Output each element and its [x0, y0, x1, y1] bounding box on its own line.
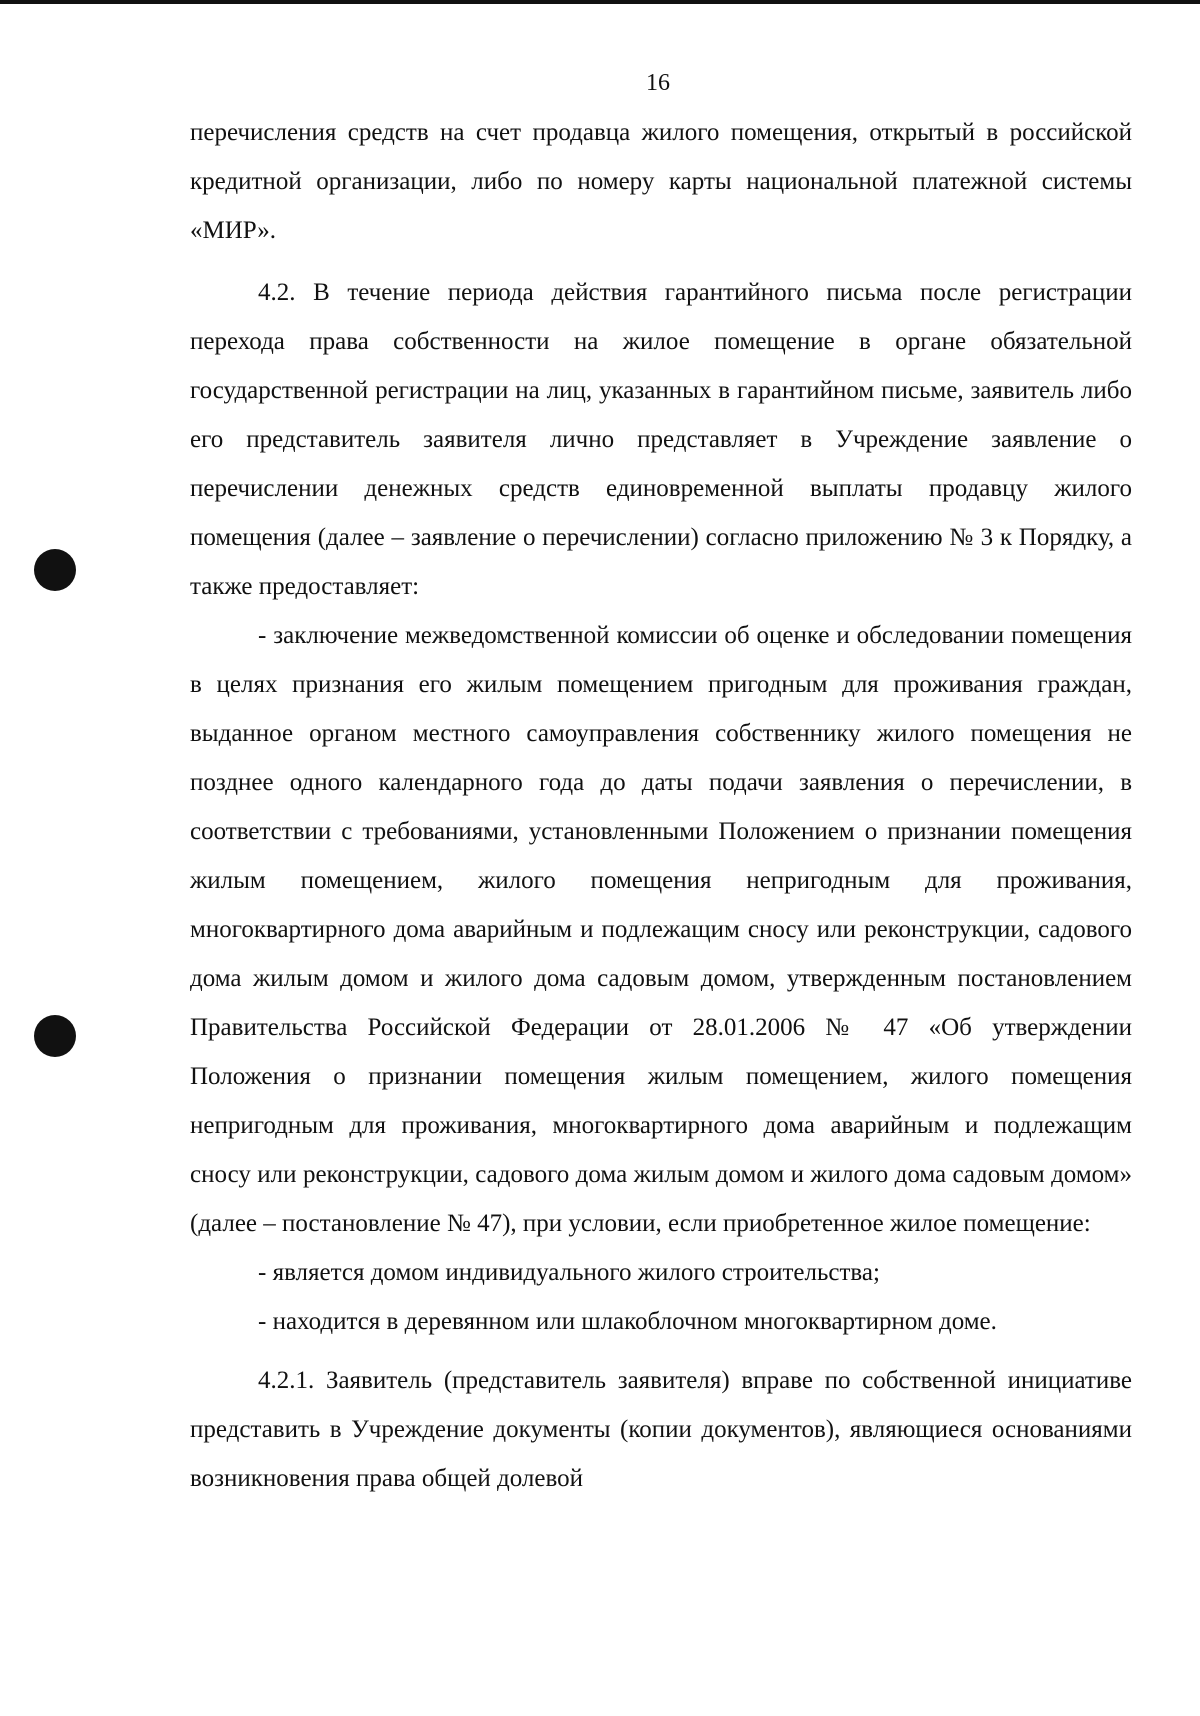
paragraph-4-2: 4.2. В течение периода действия гарантийного письма после регистрации перехода права собственности на жилое помещение в органе обязательной государственной регистрации на лиц, указанных в гарантийном письме, заявитель либо его представитель заявителя лично представляет в Учреждение заявление о перечислении денежных средств единовременной выплаты продавцу жилого помещения (далее – заявление о перечислении) согласно приложению № 3 к Порядку, а также предоставляет:: [190, 279, 1132, 600]
paragraph-commission-conclusion: - заключение межведомственной комиссии об оценке и обследовании помещения в целях признания его жилым помещением пригодным для проживания граждан, выданное органом местного самоуправления собственнику жилого помещения не позднее одного календарного года до даты подачи заявления о перечислении, в соответствии с требованиями, установленными Положением о признании помещения жилым помещением, жилого помещения непригодным для проживания, многоквартирного дома аварийным и подлежащим сносу или реконструкции, садового дома жилым домом и жилого дома садовым домом, утвержденным постановлением Правительства Российской Федерации от 28.01.2006 № 47 «Об утверждении Положения о признании помещения жилым помещением, жилого помещения непригодным для проживания, многоквартирного дома аварийным и подлежащим сносу или реконструкции, садового дома жилым домом и жилого дома садовым домом» (далее – постановление № 47), при условии, если приобретенное жилое помещение:: [190, 622, 1132, 1237]
paragraph-payment-details: перечисления средств на счет продавца жилого помещения, открытый в российской кредитной организации, либо по номеру карты национальной платежной системы «МИР».: [190, 119, 1132, 244]
text-block-bottom: [190, 1356, 1132, 1503]
page-number: 16: [646, 70, 670, 96]
text-block-top: [190, 108, 1132, 255]
list-item-wooden-building: - находится в деревянном или шлакоблочном многоквартирном доме.: [258, 1308, 997, 1335]
paragraph-4-2-1: 4.2.1. Заявитель (представитель заявителя) вправе по собственной инициативе представить в Учреждение документы (копии документов), являющиеся основаниями возникновения права общей долевой: [190, 1367, 1132, 1492]
page-top-border: [0, 0, 1200, 4]
punch-hole-upper: [34, 549, 76, 591]
text-block-main: [190, 268, 1132, 1346]
list-item-individual-house: - является домом индивидуального жилого строительства;: [258, 1259, 880, 1286]
punch-hole-lower: [34, 1015, 76, 1057]
